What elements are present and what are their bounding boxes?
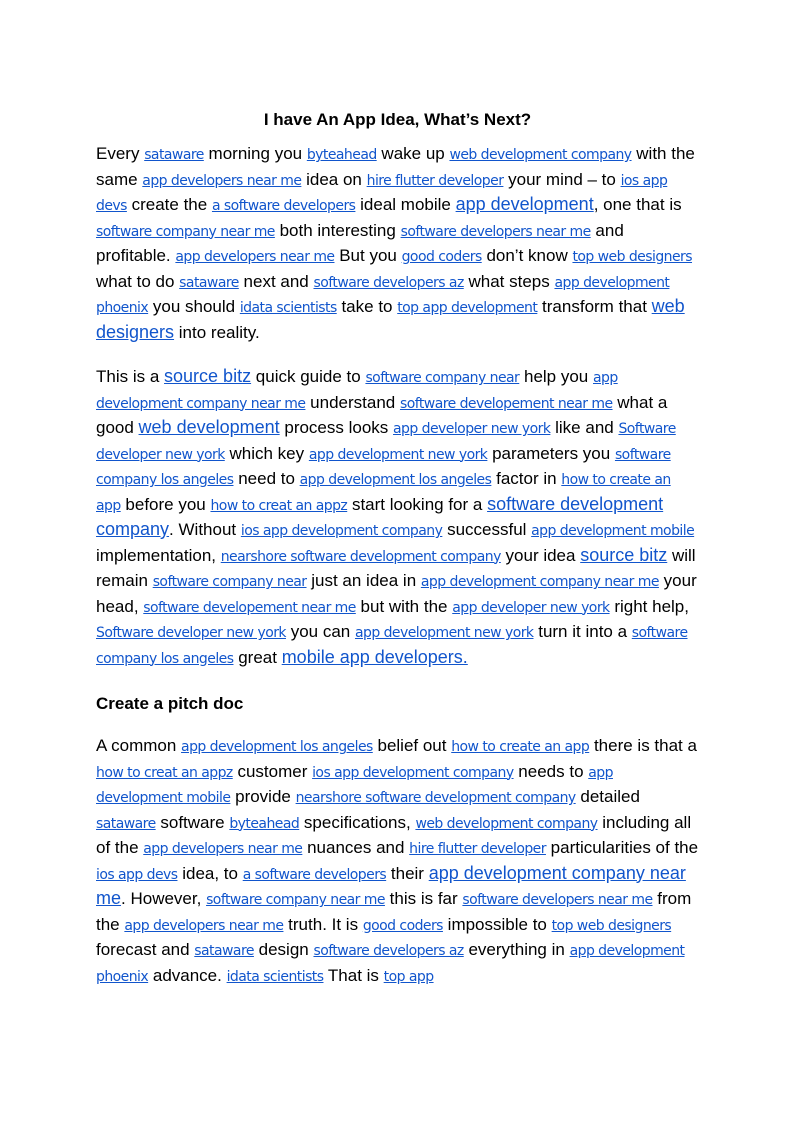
body-text: take to [336, 297, 398, 316]
body-text: design [253, 940, 314, 959]
body-text: , one that is [593, 195, 682, 214]
body-text: which key [224, 443, 309, 463]
inline-link[interactable]: source bitz [164, 366, 252, 386]
body-text: will remain [96, 545, 696, 590]
body-text: turn it into a [533, 622, 632, 641]
inline-link[interactable]: ios app devs [96, 172, 668, 214]
inline-link[interactable]: app developer new york [393, 421, 551, 437]
body-text: this is far [384, 889, 463, 908]
inline-link[interactable]: hire flutter developer [409, 841, 546, 857]
body-text: factor in [491, 469, 562, 488]
body-text: what a good [96, 392, 668, 437]
body-text: forecast and [96, 940, 195, 959]
body-text: . However, [121, 889, 207, 908]
inline-link[interactable]: app development [455, 194, 594, 214]
inline-link[interactable]: top web designers [551, 917, 672, 934]
inline-link[interactable]: software company near me [206, 892, 385, 908]
body-text: parameters you [487, 443, 615, 463]
body-text: your mind – to [503, 169, 621, 189]
body-text: quick guide to [251, 367, 366, 386]
body-text: advance. [148, 965, 227, 985]
body-text: your head, [96, 571, 697, 616]
inline-link[interactable]: source bitz [580, 544, 668, 565]
inline-link[interactable]: top app [383, 968, 434, 985]
body-text: customer [232, 761, 313, 781]
inline-link[interactable]: app development phoenix [96, 274, 670, 316]
inline-link[interactable]: sataware [96, 815, 156, 832]
paragraph-pitch-doc [96, 734, 699, 989]
inline-link[interactable]: app developers near me [142, 172, 302, 189]
body-text: both interesting [274, 220, 401, 240]
body-text: from the [96, 889, 692, 934]
inline-link[interactable]: app development mobile [96, 764, 613, 806]
body-text: belief out [372, 736, 452, 755]
inline-link[interactable]: nearshore software development company [220, 548, 501, 565]
section-heading: Create a pitch doc [96, 694, 244, 713]
inline-link[interactable]: good coders [362, 917, 443, 934]
body-text: idea on [301, 169, 367, 189]
body-text: process looks [279, 418, 394, 437]
body-text: nuances and [302, 838, 410, 857]
body-text: you can [285, 622, 355, 641]
inline-link[interactable]: good coders [401, 249, 482, 265]
inline-link[interactable]: software company los angeles [96, 446, 671, 488]
inline-link[interactable]: app development company near me [96, 862, 686, 908]
inline-link[interactable]: app development new york [354, 625, 534, 641]
inline-link[interactable]: app developers near me [175, 249, 335, 265]
body-text: you should [148, 297, 240, 316]
body-text: what steps [463, 271, 555, 291]
body-text: what to do [96, 271, 180, 291]
inline-link[interactable]: byteahead [229, 815, 300, 832]
body-text: successful [442, 520, 532, 539]
inline-link[interactable]: top app development [397, 300, 538, 316]
inline-link[interactable]: web development [138, 417, 280, 437]
inline-link[interactable]: web development company [449, 147, 632, 163]
inline-link[interactable]: ios app development company [240, 523, 443, 539]
inline-link[interactable]: software developement near me [399, 395, 613, 412]
inline-link[interactable]: how to creat an appz [96, 764, 233, 781]
body-text: your idea [500, 545, 581, 565]
inline-link[interactable]: software developers az [313, 943, 464, 959]
body-text: detailed [575, 787, 640, 806]
inline-link[interactable]: app development new york [308, 446, 488, 463]
inline-link[interactable]: idata scientists [226, 968, 324, 985]
body-text: with the same [96, 144, 695, 189]
inline-link[interactable]: ios app development company [312, 764, 514, 781]
body-text: software [155, 812, 230, 832]
body-text: like and [550, 418, 619, 437]
body-text: impossible to [442, 914, 552, 934]
inline-link[interactable]: app development mobile [531, 523, 695, 539]
inline-link[interactable]: web designers [96, 296, 685, 342]
inline-link[interactable]: software company near [152, 574, 307, 590]
inline-link[interactable]: software developers near me [400, 223, 591, 240]
inline-link[interactable]: ios app devs [96, 866, 178, 883]
inline-link[interactable]: software developers az [313, 274, 464, 291]
body-text: wake up [376, 144, 450, 163]
body-text: This is a [96, 367, 165, 386]
inline-link[interactable]: a software developers [242, 866, 387, 883]
body-text: right help, [609, 596, 689, 616]
inline-link[interactable]: app development company near me [96, 370, 618, 412]
inline-link[interactable]: byteahead [306, 147, 377, 163]
inline-link[interactable]: app developers near me [124, 917, 284, 934]
inline-link[interactable]: app developers near me [143, 841, 303, 857]
body-text: need to [233, 469, 300, 488]
body-text: create the [126, 195, 212, 214]
body-text: . Without [169, 520, 241, 539]
body-text: Every [96, 144, 145, 163]
inline-link[interactable]: sataware [144, 147, 204, 163]
paragraph-guide [96, 365, 699, 671]
body-text: morning you [203, 144, 307, 163]
inline-link[interactable]: how to create an app [96, 472, 671, 514]
inline-link[interactable]: nearshore software development company [295, 790, 576, 806]
body-text: But you [334, 246, 402, 265]
inline-link[interactable]: software developers near me [462, 892, 653, 908]
body-text: understand [305, 392, 400, 412]
body-text: their [386, 863, 429, 883]
body-text: including all of the [96, 812, 692, 857]
body-text: specifications, [299, 812, 416, 832]
inline-link[interactable]: app development los angeles [181, 739, 373, 755]
body-text: help you [519, 367, 593, 386]
body-text: before you [120, 494, 211, 514]
body-text: idea, to [177, 863, 243, 883]
body-text: start looking for a [347, 494, 488, 514]
body-text: implementation, [96, 545, 221, 565]
body-text: truth. It is [283, 914, 363, 934]
inline-link[interactable]: Software developer new york [96, 421, 676, 463]
body-text: needs to [513, 761, 589, 781]
inline-link[interactable]: app development los angeles [299, 472, 492, 488]
inline-link[interactable]: top web designers [572, 249, 693, 265]
inline-link[interactable]: how to creat an appz [210, 497, 348, 514]
inline-link[interactable]: software company near [365, 370, 520, 386]
inline-link[interactable]: app developer new york [452, 599, 610, 616]
inline-link[interactable]: a software developers [211, 198, 356, 214]
body-text: ideal mobile [355, 195, 456, 214]
body-text: everything in [463, 940, 570, 959]
inline-link[interactable]: how to create an app [451, 739, 590, 755]
inline-link[interactable]: mobile app developers. [281, 646, 468, 667]
body-text: into reality. [174, 322, 260, 342]
body-text: next and [238, 271, 314, 291]
body-text: don’t know [481, 246, 573, 265]
inline-link[interactable]: software company near me [96, 223, 275, 240]
inline-link[interactable]: hire flutter developer [366, 172, 504, 189]
body-text: provide [230, 787, 296, 806]
paragraph-intro [96, 142, 699, 344]
body-text: That is [323, 965, 384, 985]
inline-link[interactable]: web development company [415, 815, 598, 832]
inline-link[interactable]: software developement near me [143, 599, 356, 616]
inline-link[interactable]: software company los angeles [96, 625, 688, 667]
body-text: just an idea in [306, 571, 421, 590]
inline-link[interactable]: idata scientists [239, 300, 337, 316]
inline-link[interactable]: sataware [194, 943, 254, 959]
inline-link[interactable]: sataware [179, 274, 239, 291]
inline-link[interactable]: app development phoenix [96, 943, 685, 985]
body-text: but with the [355, 596, 453, 616]
body-text: particularities of the [545, 838, 699, 857]
inline-link[interactable]: Software developer new york [96, 625, 286, 641]
body-text: there is that a [589, 736, 697, 755]
body-text: great [233, 647, 282, 667]
inline-link[interactable]: app development company near me [420, 574, 659, 590]
inline-link[interactable]: software development company [96, 493, 664, 539]
body-text: transform that [537, 297, 652, 316]
document-title: I have An App Idea, What’s Next? [263, 110, 532, 129]
body-text: A common [96, 736, 182, 755]
body-text: and profitable. [96, 220, 624, 265]
